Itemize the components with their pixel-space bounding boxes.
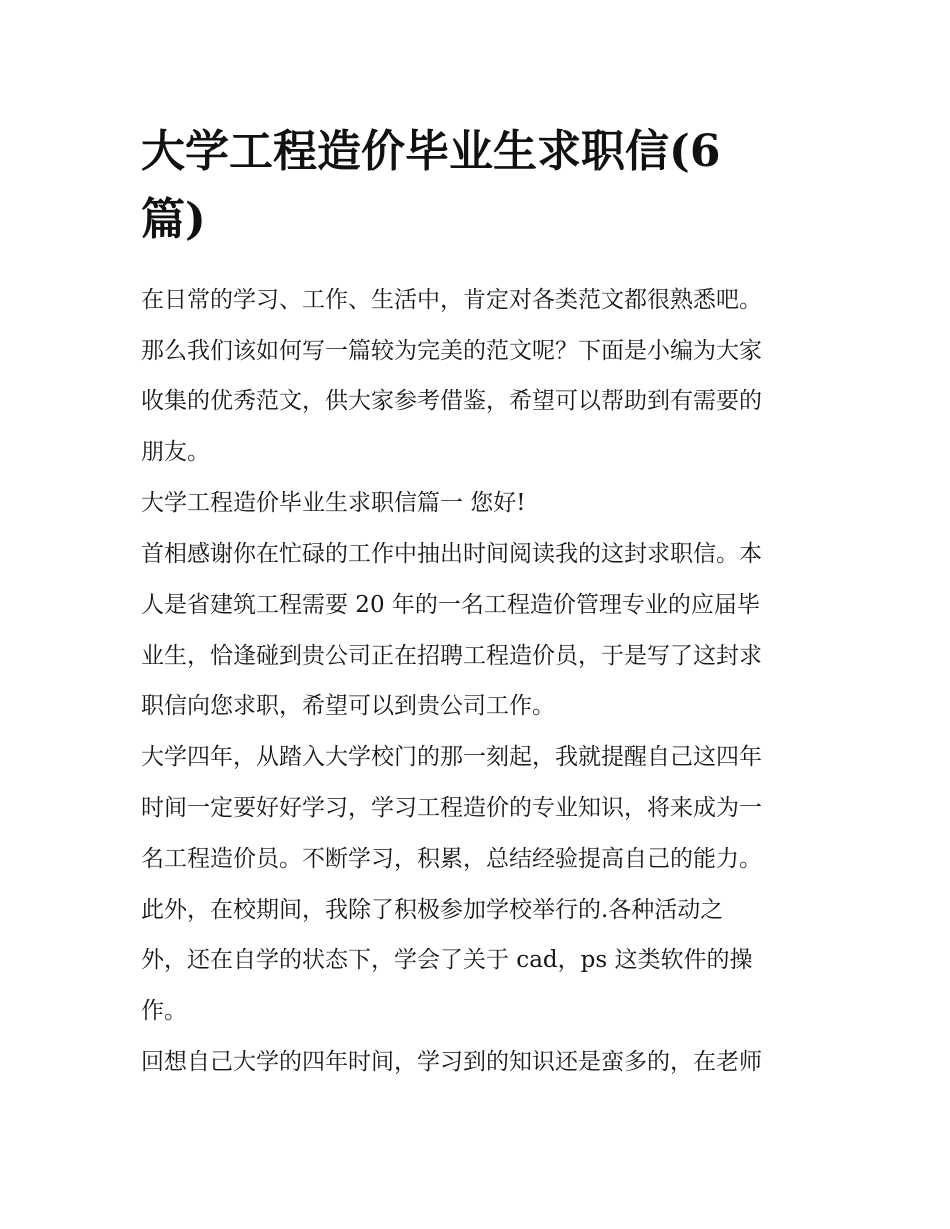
- paragraph2-line-4: 此外，在校期间，我除了积极参加学校举行的.各种活动之: [141, 897, 724, 923]
- paragraph1-line-3: 业生，恰逢碰到贵公司正在招聘工程造价员，于是写了这封求: [141, 643, 762, 669]
- paragraph2-line-1: 大学四年，从踏入大学校门的那一刻起，我就提醒自己这四年: [141, 744, 762, 770]
- paragraph2-line-6: 作。: [141, 998, 187, 1024]
- title-line-2: 篇): [141, 194, 206, 245]
- paragraph1-line-1: 首相感谢你在忙碌的工作中抽出时间阅读我的这封求职信。本: [141, 541, 762, 567]
- title-line-1: 大学工程造价毕业生求职信(6: [141, 126, 721, 177]
- page-title: [141, 118, 821, 254]
- paragraph2-line-3: 名工程造价员。不断学习，积累，总结经验提高自己的能力。: [141, 846, 762, 872]
- intro-line-4: 朋友。: [141, 439, 210, 465]
- intro-line-1: 在日常的学习、工作、生活中，肯定对各类范文都很熟悉吧。: [141, 287, 762, 313]
- intro-line-3: 收集的优秀范文，供大家参考借鉴，希望可以帮助到有需要的: [141, 388, 762, 414]
- intro-line-2: 那么我们该如何写一篇较为完美的范文呢？下面是小编为大家: [141, 338, 762, 364]
- paragraph2-line-5: 外，还在自学的状态下，学会了关于 cad，ps 这类软件的操: [141, 947, 753, 973]
- paragraph1-line-4: 职信向您求职，希望可以到贵公司工作。: [141, 693, 555, 719]
- paragraph1-line-2: 人是省建筑工程需要 20 年的一名工程造价管理专业的应届毕: [141, 592, 760, 618]
- paragraph2-line-2: 时间一定要好好学习，学习工程造价的专业知识，将来成为一: [141, 795, 762, 821]
- section-heading: 大学工程造价毕业生求职信篇一 您好!: [141, 490, 526, 516]
- paragraph3-line-1: 回想自己大学的四年时间，学习到的知识还是蛮多的，在老师: [141, 1049, 762, 1075]
